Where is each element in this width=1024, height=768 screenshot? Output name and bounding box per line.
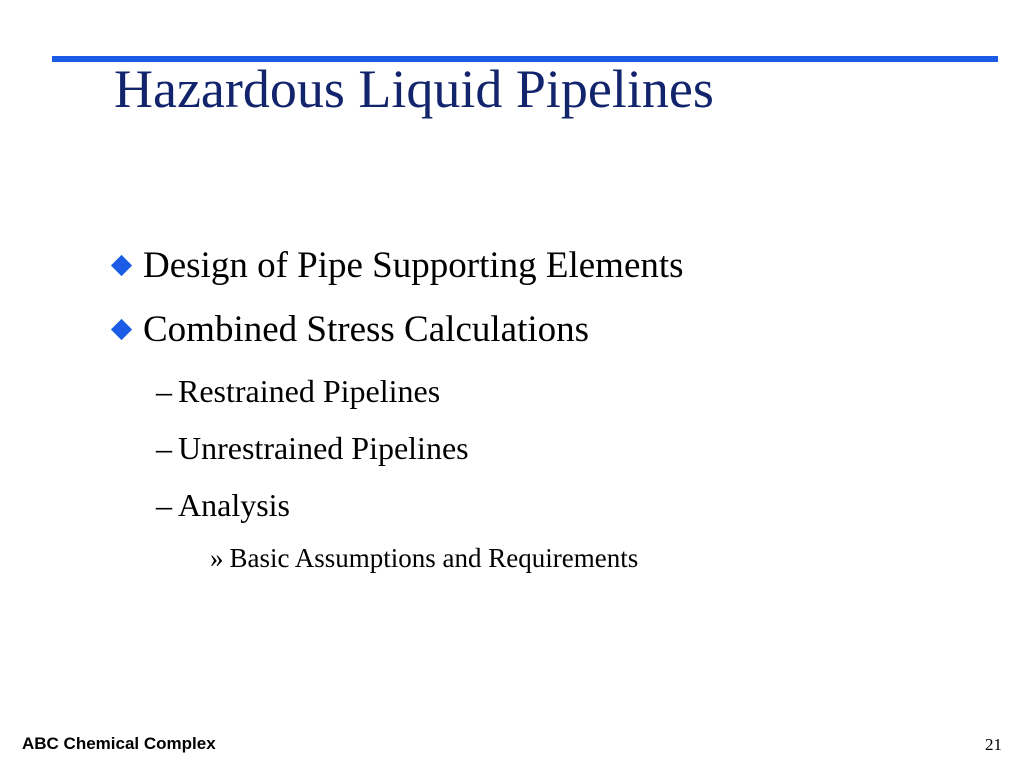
sub-sub-bullet-item-1 [210,541,638,575]
sub-bullet-item-3 [156,485,290,525]
slide-title: Hazardous Liquid Pipelines [114,59,714,119]
page-number: 21 [985,735,1002,754]
sub-bullet-text: Restrained Pipelines [178,373,441,409]
sub-sub-bullet-text: Basic Assumptions and Requirements [229,543,639,573]
dash-marker: – [156,373,172,409]
diamond-bullet-icon [111,255,132,276]
bullet-text: Combined Stress Calculations [143,309,590,350]
sub-bullet-text: Unrestrained Pipelines [178,430,469,466]
sub-bullet-item-1 [156,371,440,411]
bullet-item-1 [108,244,684,288]
bullet-text: Design of Pipe Supporting Elements [143,245,684,286]
dash-marker: – [156,487,172,523]
raquo-marker: » [210,543,224,573]
sub-bullet-item-2 [156,428,469,468]
sub-bullet-text: Analysis [178,487,290,523]
footer-organization: ABC Chemical Complex [22,734,216,753]
diamond-bullet-icon [111,319,132,340]
bullet-item-2 [108,308,589,352]
dash-marker: – [156,430,172,466]
